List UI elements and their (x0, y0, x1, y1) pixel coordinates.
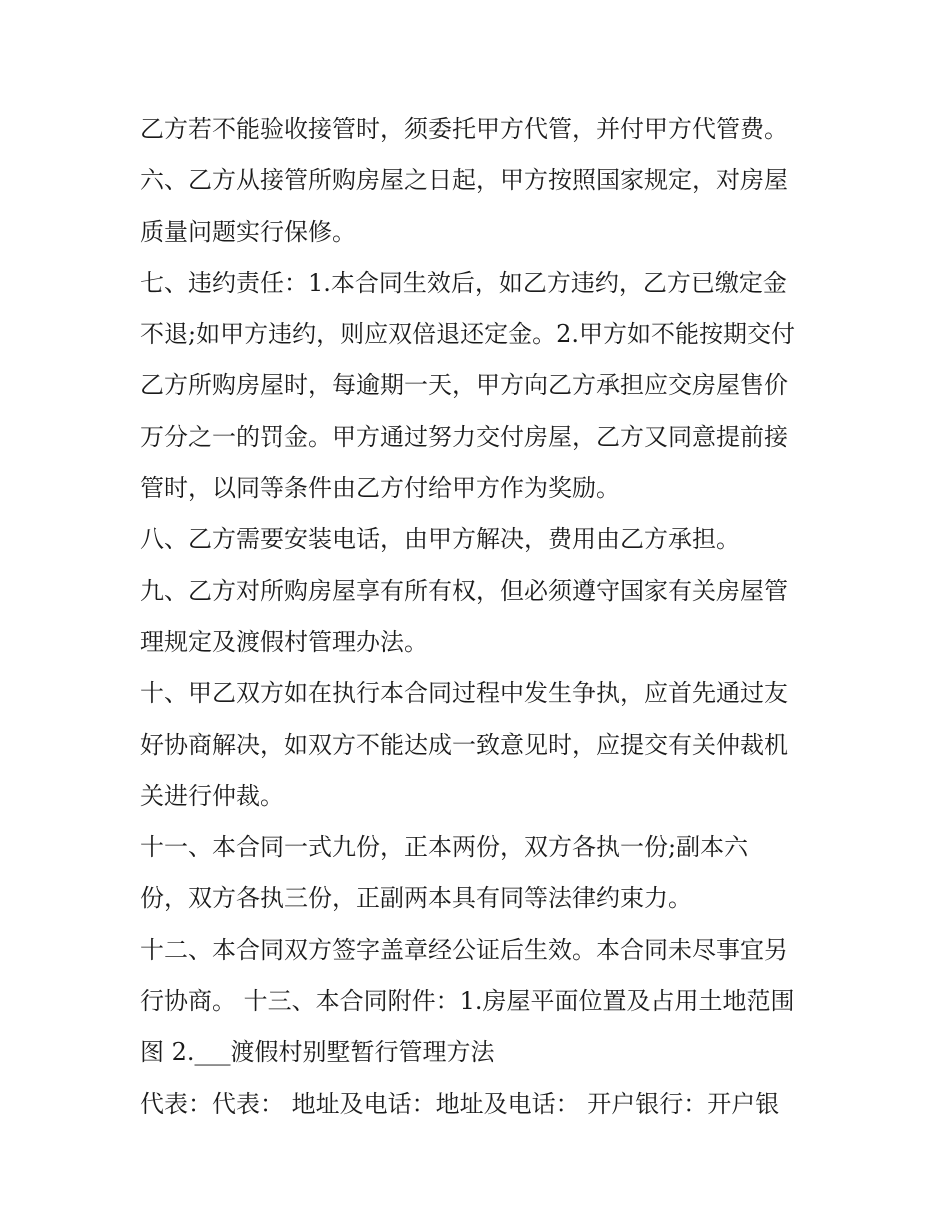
text-line: 乙方若不能验收接管时，须委托甲方代管，并付甲方代管费。 (140, 115, 788, 143)
text-line: 十一、本合同一式九份，正本两份，双方各执一份;副本六 (140, 833, 749, 862)
text-line: 行协商。 十三、本合同附件：1.房屋平面位置及占用土地范围 (140, 987, 795, 1016)
text-line: 理规定及渡假村管理办法。 (140, 627, 428, 656)
text-line: 十二、本合同双方签字盖章经公证后生效。本合同未尽事宜另 (140, 935, 788, 964)
text-line: 七、违约责任：1.本合同生效后，如乙方违约，乙方已缴定金 (140, 268, 787, 297)
text-line: 份，双方各执三份，正副两本具有同等法律约束力。 (140, 884, 692, 913)
text-line: 质量问题实行保修。 (140, 217, 356, 246)
text-line: 管时，以同等条件由乙方付给甲方作为奖励。 (140, 474, 620, 503)
text-line: 图 2.___渡假村别墅暂行管理方法 (140, 1038, 495, 1067)
text-line: 九、乙方对所购房屋享有所有权，但必须遵守国家有关房屋管 (140, 576, 788, 605)
text-line: 八、乙方需要安装电话，由甲方解决，费用由乙方承担。 (140, 525, 740, 554)
text-line: 关进行仲裁。 (140, 781, 284, 810)
text-line: 代表：代表： 地址及电话：地址及电话： 开户银行：开户银 (140, 1089, 780, 1118)
text-line: 不退;如甲方违约，则应双倍退还定金。2.甲方如不能按期交付 (140, 320, 795, 349)
text-line: 六、乙方从接管所购房屋之日起，甲方按照国家规定，对房屋 (140, 166, 788, 195)
text-line: 乙方所购房屋时，每逾期一天，甲方向乙方承担应交房屋售价 (140, 371, 788, 400)
text-line: 十、甲乙双方如在执行本合同过程中发生争执，应首先通过友 (140, 679, 788, 708)
text-line: 好协商解决，如双方不能达成一致意见时，应提交有关仲裁机 (140, 730, 788, 759)
text-line: 万分之一的罚金。甲方通过努力交付房屋，乙方又同意提前接 (140, 422, 788, 451)
contract-text-body (140, 104, 830, 1130)
